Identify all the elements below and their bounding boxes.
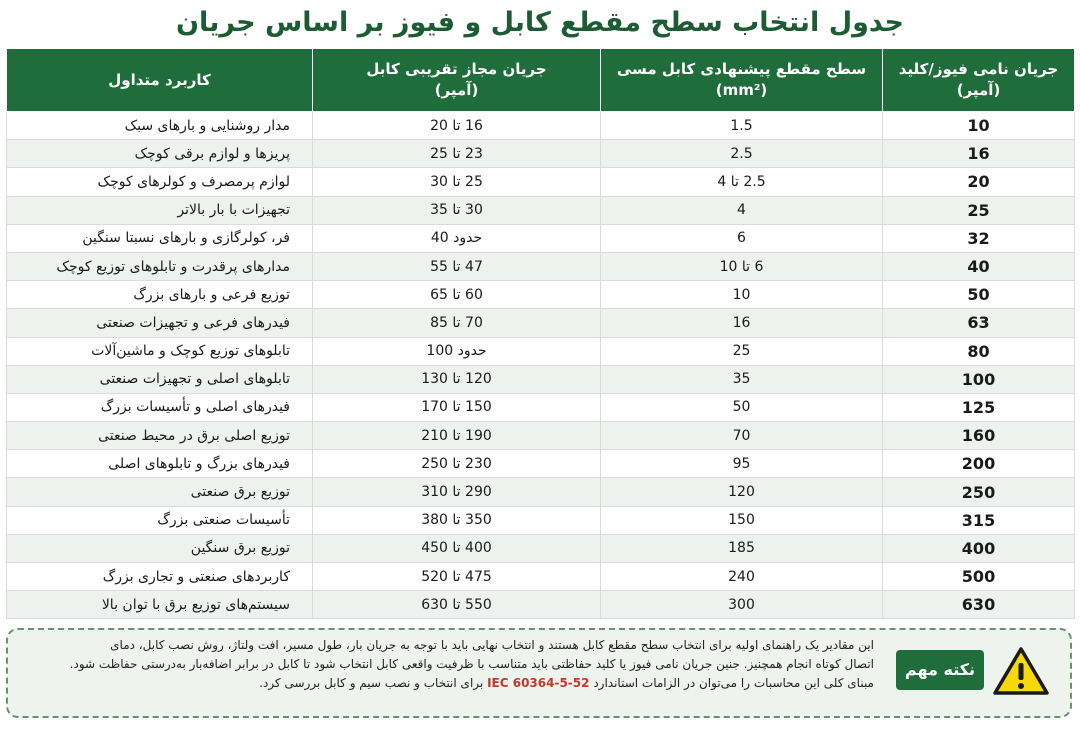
cell-fuse-current: 25 <box>883 196 1075 224</box>
standard-reference: IEC 60364-5-52 <box>487 676 590 690</box>
header-usage-text: کاربرد متداول <box>108 70 211 89</box>
cell-fuse-current: 500 <box>883 563 1075 591</box>
cell-usage: توزیع فرعی و بارهای بزرگ <box>7 281 313 309</box>
cell-cable-section: 300 <box>601 591 883 619</box>
cell-cable-section: 2.5 تا 4 <box>601 168 883 196</box>
header-fuse-line1: جریان نامی فیوز/کلید <box>898 60 1059 78</box>
cell-allowed-current: 400 تا 450 <box>313 534 601 562</box>
header-current-line2: (آمپر) <box>434 81 479 99</box>
cell-usage: تجهیزات با بار بالاتر <box>7 196 313 224</box>
table-row <box>7 365 1075 393</box>
table-row <box>7 196 1075 224</box>
cell-cable-section: 50 <box>601 393 883 421</box>
page-title: جدول انتخاب سطح مقطع کابل و فیوز بر اساس جریان <box>176 7 904 38</box>
cell-allowed-current: حدود 40 <box>313 224 601 252</box>
cell-usage: توزیع برق سنگین <box>7 534 313 562</box>
cell-fuse-current: 16 <box>883 140 1075 168</box>
note-text <box>18 636 874 693</box>
cell-cable-section: 2.5 <box>601 140 883 168</box>
table-row <box>7 478 1075 506</box>
header-cable-section <box>601 49 883 112</box>
header-current-line1: جریان مجاز تقریبی کابل <box>366 60 547 78</box>
table-row <box>7 168 1075 196</box>
cell-usage: لوازم پرمصرف و کولرهای کوچک <box>7 168 313 196</box>
cell-fuse-current: 125 <box>883 393 1075 421</box>
table-body <box>7 112 1075 619</box>
cell-allowed-current: 30 تا 35 <box>313 196 601 224</box>
table-row <box>7 422 1075 450</box>
cell-allowed-current: 475 تا 520 <box>313 563 601 591</box>
cell-fuse-current: 80 <box>883 337 1075 365</box>
table-header-row <box>7 49 1075 112</box>
table-row <box>7 450 1075 478</box>
table-row <box>7 309 1075 337</box>
cell-usage: سیستم‌های توزیع برق با توان بالا <box>7 591 313 619</box>
cell-fuse-current: 160 <box>883 422 1075 450</box>
cell-usage: تابلوهای اصلی و تجهیزات صنعتی <box>7 365 313 393</box>
cell-cable-section: 150 <box>601 506 883 534</box>
header-section-line1: سطح مقطع پیشنهادی کابل مسی <box>616 60 867 78</box>
cell-fuse-current: 40 <box>883 252 1075 280</box>
cell-fuse-current: 200 <box>883 450 1075 478</box>
cell-fuse-current: 100 <box>883 365 1075 393</box>
cell-allowed-current: حدود 100 <box>313 337 601 365</box>
table-row <box>7 337 1075 365</box>
cell-usage: پریزها و لوازم برقی کوچک <box>7 140 313 168</box>
cell-cable-section: 185 <box>601 534 883 562</box>
cell-allowed-current: 16 تا 20 <box>313 112 601 140</box>
important-note-box <box>6 628 1072 718</box>
cell-allowed-current: 230 تا 250 <box>313 450 601 478</box>
cell-cable-section: 6 <box>601 224 883 252</box>
cell-cable-section: 240 <box>601 563 883 591</box>
cell-usage: مدار روشنایی و بارهای سبک <box>7 112 313 140</box>
cell-fuse-current: 250 <box>883 478 1075 506</box>
cell-cable-section: 95 <box>601 450 883 478</box>
note-line-1: این مقادیر یک راهنمای اولیه برای انتخاب سطح مقطع کابل هستند و انتخاب نهایی باید با توجه به جریان بار، طول مسیر، افت ولتاژ، روش نصب کابل، دمای <box>110 638 874 652</box>
header-fuse-current <box>883 49 1075 112</box>
table-row <box>7 112 1075 140</box>
table-row <box>7 534 1075 562</box>
cell-fuse-current: 63 <box>883 309 1075 337</box>
cell-allowed-current: 60 تا 65 <box>313 281 601 309</box>
cell-allowed-current: 150 تا 170 <box>313 393 601 421</box>
cell-fuse-current: 32 <box>883 224 1075 252</box>
cell-usage: تأسیسات صنعتی بزرگ <box>7 506 313 534</box>
note-line-3-after: برای انتخاب و نصب سیم و کابل بررسی کرد. <box>259 676 484 690</box>
cell-usage: فیدرهای اصلی و تأسیسات بزرگ <box>7 393 313 421</box>
note-line-2: اتصال کوتاه انجام همچنیز. جنین جریان نامی فیوز یا کلید حفاظتی باید متناسب با ظرفیت واقعی کابل انتخاب شود تا کابل در برابر اضافه‌بار به‌درستی حفاظت شود. <box>69 657 874 671</box>
cell-cable-section: 16 <box>601 309 883 337</box>
cell-allowed-current: 70 تا 85 <box>313 309 601 337</box>
cell-cable-section: 70 <box>601 422 883 450</box>
cell-usage: تابلوهای توزیع کوچک و ماشین‌آلات <box>7 337 313 365</box>
cell-allowed-current: 550 تا 630 <box>313 591 601 619</box>
cell-cable-section: 120 <box>601 478 883 506</box>
cell-allowed-current: 47 تا 55 <box>313 252 601 280</box>
table-row <box>7 252 1075 280</box>
cell-allowed-current: 25 تا 30 <box>313 168 601 196</box>
table-row <box>7 281 1075 309</box>
cell-cable-section: 1.5 <box>601 112 883 140</box>
table-row <box>7 591 1075 619</box>
cell-fuse-current: 630 <box>883 591 1075 619</box>
cell-allowed-current: 120 تا 130 <box>313 365 601 393</box>
cell-usage: توزیع اصلی برق در محیط صنعتی <box>7 422 313 450</box>
table-row <box>7 393 1075 421</box>
cell-usage: کاربردهای صنعتی و تجاری بزرگ <box>7 563 313 591</box>
header-section-line2: (mm²) <box>715 81 768 99</box>
note-line-3 <box>18 674 874 693</box>
cell-allowed-current: 190 تا 210 <box>313 422 601 450</box>
cable-fuse-table <box>6 48 1075 619</box>
cell-usage: فیدرهای فرعی و تجهیزات صنعتی <box>7 309 313 337</box>
cell-cable-section: 25 <box>601 337 883 365</box>
cell-cable-section: 6 تا 10 <box>601 252 883 280</box>
cell-fuse-current: 50 <box>883 281 1075 309</box>
cell-usage: توزیع برق صنعتی <box>7 478 313 506</box>
cell-fuse-current: 20 <box>883 168 1075 196</box>
cell-cable-section: 4 <box>601 196 883 224</box>
cell-usage: فر، کولرگازی و بارهای نسبتا سنگین <box>7 224 313 252</box>
cell-fuse-current: 10 <box>883 112 1075 140</box>
cell-cable-section: 10 <box>601 281 883 309</box>
warning-triangle-icon <box>992 646 1050 696</box>
header-allowed-current <box>313 49 601 112</box>
cell-usage: فیدرهای بزرگ و تابلوهای اصلی <box>7 450 313 478</box>
cell-allowed-current: 350 تا 380 <box>313 506 601 534</box>
important-note-badge: نکته مهم <box>896 650 984 690</box>
cell-fuse-current: 315 <box>883 506 1075 534</box>
table-row <box>7 140 1075 168</box>
table-row <box>7 563 1075 591</box>
cell-allowed-current: 290 تا 310 <box>313 478 601 506</box>
cable-fuse-table-container <box>6 48 1074 619</box>
cell-fuse-current: 400 <box>883 534 1075 562</box>
table-row <box>7 224 1075 252</box>
cell-cable-section: 35 <box>601 365 883 393</box>
cell-usage: مدارهای پرقدرت و تابلوهای توزیع کوچک <box>7 252 313 280</box>
cell-allowed-current: 23 تا 25 <box>313 140 601 168</box>
table-row <box>7 506 1075 534</box>
header-usage <box>7 49 313 112</box>
header-fuse-line2: (آمپر) <box>956 81 1001 99</box>
note-line-3-before: مبنای کلی این محاسبات را می‌توان در الزامات استاندارد <box>593 676 874 690</box>
